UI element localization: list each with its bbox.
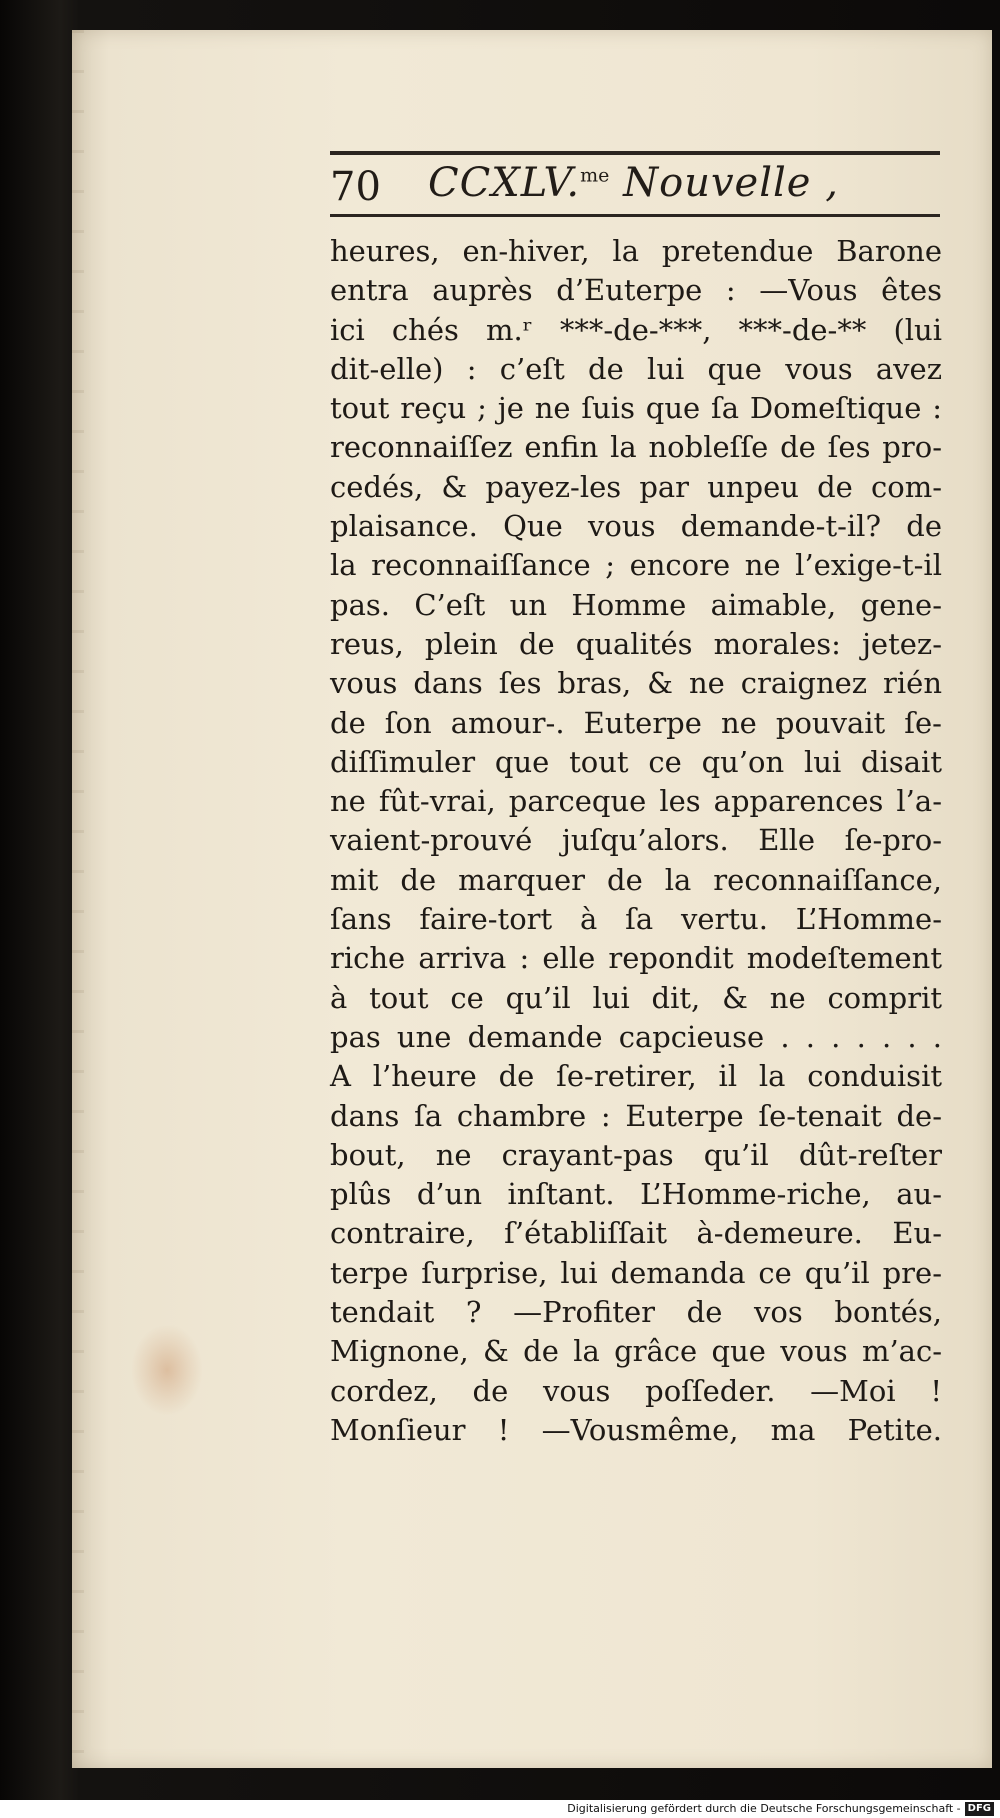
text-line: à tout ce qu’il lui dit, & ne comprit xyxy=(330,980,942,1015)
text-line: pas une demande capcieuse . . . . . . . xyxy=(330,1019,942,1054)
text-line: entra auprès d’Euterpe : —Vous êtes xyxy=(330,273,942,308)
text-line: A l’heure de ſe-retirer, il la conduisit xyxy=(330,1059,942,1094)
text-line: cordez, de vous poſſeder. —Moi ! xyxy=(330,1373,942,1408)
text-line: pas. C’eſt un Homme aimable, gene- xyxy=(330,587,942,622)
text-line: reus, plein de qualités morales: jetez- xyxy=(330,626,942,661)
text-line: tout reçu ; je ne ſuis que ſa Domeſtique : xyxy=(330,391,942,426)
text-line: reconnaiſſez enfin la nobleſſe de ſes pro- xyxy=(330,430,942,465)
text-line: heures, en-hiver, la pretendue Barone xyxy=(330,234,942,268)
body-text xyxy=(330,232,942,1450)
digitization-credit xyxy=(567,1801,994,1817)
paper-stain xyxy=(132,1325,202,1415)
text-line: plûs d’un inſtant. L’Homme-riche, au- xyxy=(330,1177,942,1212)
dfg-logo: DFG xyxy=(965,1802,994,1816)
chapter-ordinal: me xyxy=(580,164,610,187)
text-line: ne fût-vrai, parceque les apparences l’a- xyxy=(330,784,942,819)
text-line: terpe ſurprise, lui demanda ce qu’il pre- xyxy=(330,1255,942,1290)
chapter-word: Nouvelle , xyxy=(609,160,839,206)
text-line: cedés, & payez-les par unpeu de com- xyxy=(330,469,942,504)
text-line: vaient-prouvé juſqu’alors. Elle ſe-pro- xyxy=(330,823,942,858)
text-line: ici chés m.ʳ ***-de-***, ***-de-** (lui xyxy=(330,312,942,347)
header-rule-bottom xyxy=(330,214,940,217)
text-line: dit-elle) : c’eſt de lui que vous avez xyxy=(330,351,942,386)
text-line: tendait ? —Profiter de vos bontés, xyxy=(330,1295,942,1330)
text-line: de ſon amour-. Euterpe ne pouvait ſe- xyxy=(330,705,942,740)
text-line: ſans faire-tort à ſa vertu. L’Homme- xyxy=(330,902,942,937)
credit-text: Digitalisierung gefördert durch die Deutsche Forschungsgemeinschaft - xyxy=(567,1802,961,1815)
running-head xyxy=(330,160,940,212)
text-line: bout, ne crayant-pas qu’il dût-reſter xyxy=(330,1137,942,1172)
text-line: vous dans ſes bras, & ne craignez rién xyxy=(330,666,942,701)
chapter-title xyxy=(428,160,839,206)
text-line: mit de marquer de la reconnaiſſance, xyxy=(330,862,942,897)
text-line: la reconnaiſſance ; encore ne l’exige-t-il xyxy=(330,548,942,583)
text-line: plaisance. Que vous demande-t-il? de xyxy=(330,509,942,544)
page-edge xyxy=(72,30,84,1768)
text-line: Monſieur ! —Vousmême, ma Petite. xyxy=(330,1412,942,1447)
text-line: dans ſa chambre : Euterpe ſe-tenait de- xyxy=(330,1098,942,1133)
page-number: 70 xyxy=(330,164,381,210)
chapter-numeral: CCXLV. xyxy=(428,160,581,206)
header-rule-top xyxy=(330,151,940,155)
text-line: contraire, ſ’établiſſait à-demeure. Eu- xyxy=(330,1216,942,1251)
text-line: Mignone, & de la grâce que vous m’ac- xyxy=(330,1334,942,1369)
text-line: diſſimuler que tout ce qu’on lui disait xyxy=(330,744,942,779)
text-line: riche arriva : elle repondit modeſtement xyxy=(330,941,942,976)
